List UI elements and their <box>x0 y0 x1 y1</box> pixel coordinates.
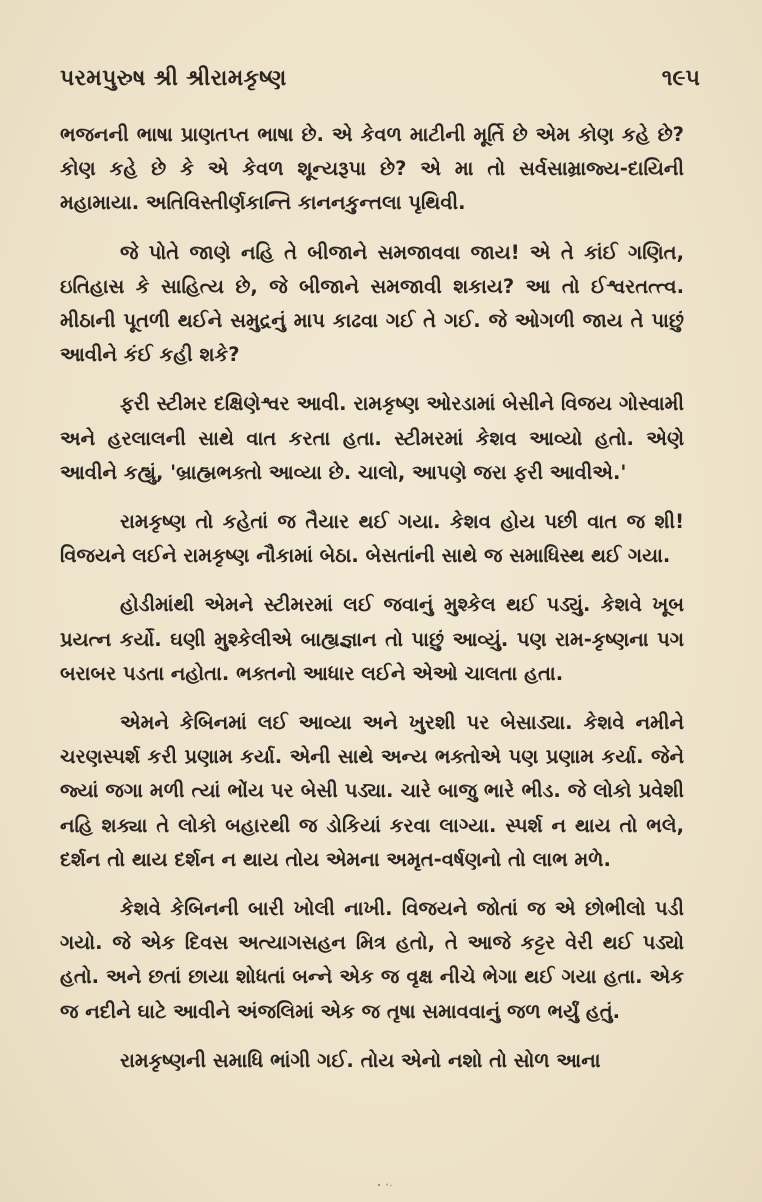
body-text <box>60 118 684 1078</box>
paragraph-2: જે પોતે જાણે નહિ તે બીજાને સમજાવવા જાય! એ તે કાંઈ ગણિત, ઇતિહાસ કે સાહિત્ય છે, જે બીજાને સમજાવી શકાય? આ તો ઈશ્વરતત્ત્વ. મીઠાની પૂતળી થઈને સમુદ્રનું માપ કાઢવા ગઈ તે ગઈ. જે ઓગળી જાય તે પાછું આવીને કંઈ કહી શકે? <box>60 240 684 367</box>
paper-speck-mark <box>376 1182 394 1188</box>
paragraph-8: રામકૃષ્ણની સમાધિ ભાંગી ગઈ. તોય એનો નશો તો સોળ આના <box>120 1048 601 1072</box>
paragraph-3: ફરી સ્ટીમર દક્ષિણેશ્વર આવી. રામકૃષ્ણ ઓરડામાં બેસીને વિજય ગોસ્વામી અને હરલાલની સાથે વાત કરતા હતા. સ્ટીમરમાં કેશવ આવ્યો હતો. એણે આવીને કહ્યું, 'બ્રાહ્મભક્તો આવ્યા છે. ચાલો, આપણે જરા ફરી આવીએ.' <box>60 392 684 484</box>
running-title: પરમપુરુષ શ્રી શ્રીરામકૃષ્ણ <box>60 66 287 91</box>
paragraph-1: ભજનની ભાષા પ્રાણતપ્ત ભાષા છે. એ કેવળ માટીની મૂર્તિ છે એમ કોણ કહે છે? કોણ કહે છે કે એ કેવળ શૂન્યરૂપા છે? એ મા તો સર્વસામ્રાજ્ય-દાયિની મહામાયા. અતિવિસ્તીર્ણકાન્તિ કાનનકુન્તલા પૃથિવી. <box>60 123 684 215</box>
paragraph-7: કેશવે કેબિનની બારી ખોલી નાખી. વિજયને જોતાં જ એ છોભીલો પડી ગયો. જે એક દિવસ અત્યાગસહન મિત્ર હતો, તે આજે કટ્ટર વેરી થઈ પડ્યો હતો. અને છતાં છાયા શોધતાં બન્ને એક જ વૃક્ષ નીચે ભેગા થઈ ગયા હતા. એક જ નદીને ઘાટે આવીને અંજલિમાં એક જ તૃષા સમાવવાનું જળ ભર્યું હતું. <box>60 897 684 1023</box>
running-header <box>60 66 700 102</box>
paragraph-6: એમને કેબિનમાં લઈ આવ્યા અને ખુરશી પર બેસાડ્યા. કેશવે નમીને ચરણસ્પર્શ કરી પ્રણામ કર્યા. એની સાથે અન્ય ભક્તોએ પણ પ્રણામ કર્યા. જેને જ્યાં જગા મળી ત્યાં ભોંય પર બેસી પડ્યા. ચારે બાજુ ભારે ભીડ. જે લોકો પ્રવેશી નહિ શક્યા તે લોકો બહારથી જ ડોકિયાં કરવા લાગ્યા. સ્પર્શ ન થાય તો ભલે, દર્શન તો થાય દર્શન ન થાય તોય એમના અમૃત-વર્ષણનો તો લાભ મળે. <box>60 711 684 871</box>
page-number: ૧૯૫ <box>661 66 700 91</box>
paragraph-4: રામકૃષ્ણ તો કહેતાં જ તૈયાર થઈ ગયા. કેશવ હોય પછી વાત જ શી! વિજયને લઈને રામકૃષ્ણ નૌકામાં બેઠા. બેસતાંની સાથે જ સમાધિસ્થ થઈ ગયા. <box>60 510 684 568</box>
paragraph-5: હોડીમાંથી એમને સ્ટીમરમાં લઈ જવાનું મુશ્કેલ થઈ પડ્યું. કેશવે ખૂબ પ્રયત્ન કર્યો. ઘણી મુશ્કેલીએ બાહ્યજ્ઞાન તો પાછું આવ્યું. પણ રામ-કૃષ્ણના પગ બરાબર પડતા નહોતા. ભક્તનો આધાર લઈને એઓ ચાલતા હતા. <box>60 593 684 685</box>
